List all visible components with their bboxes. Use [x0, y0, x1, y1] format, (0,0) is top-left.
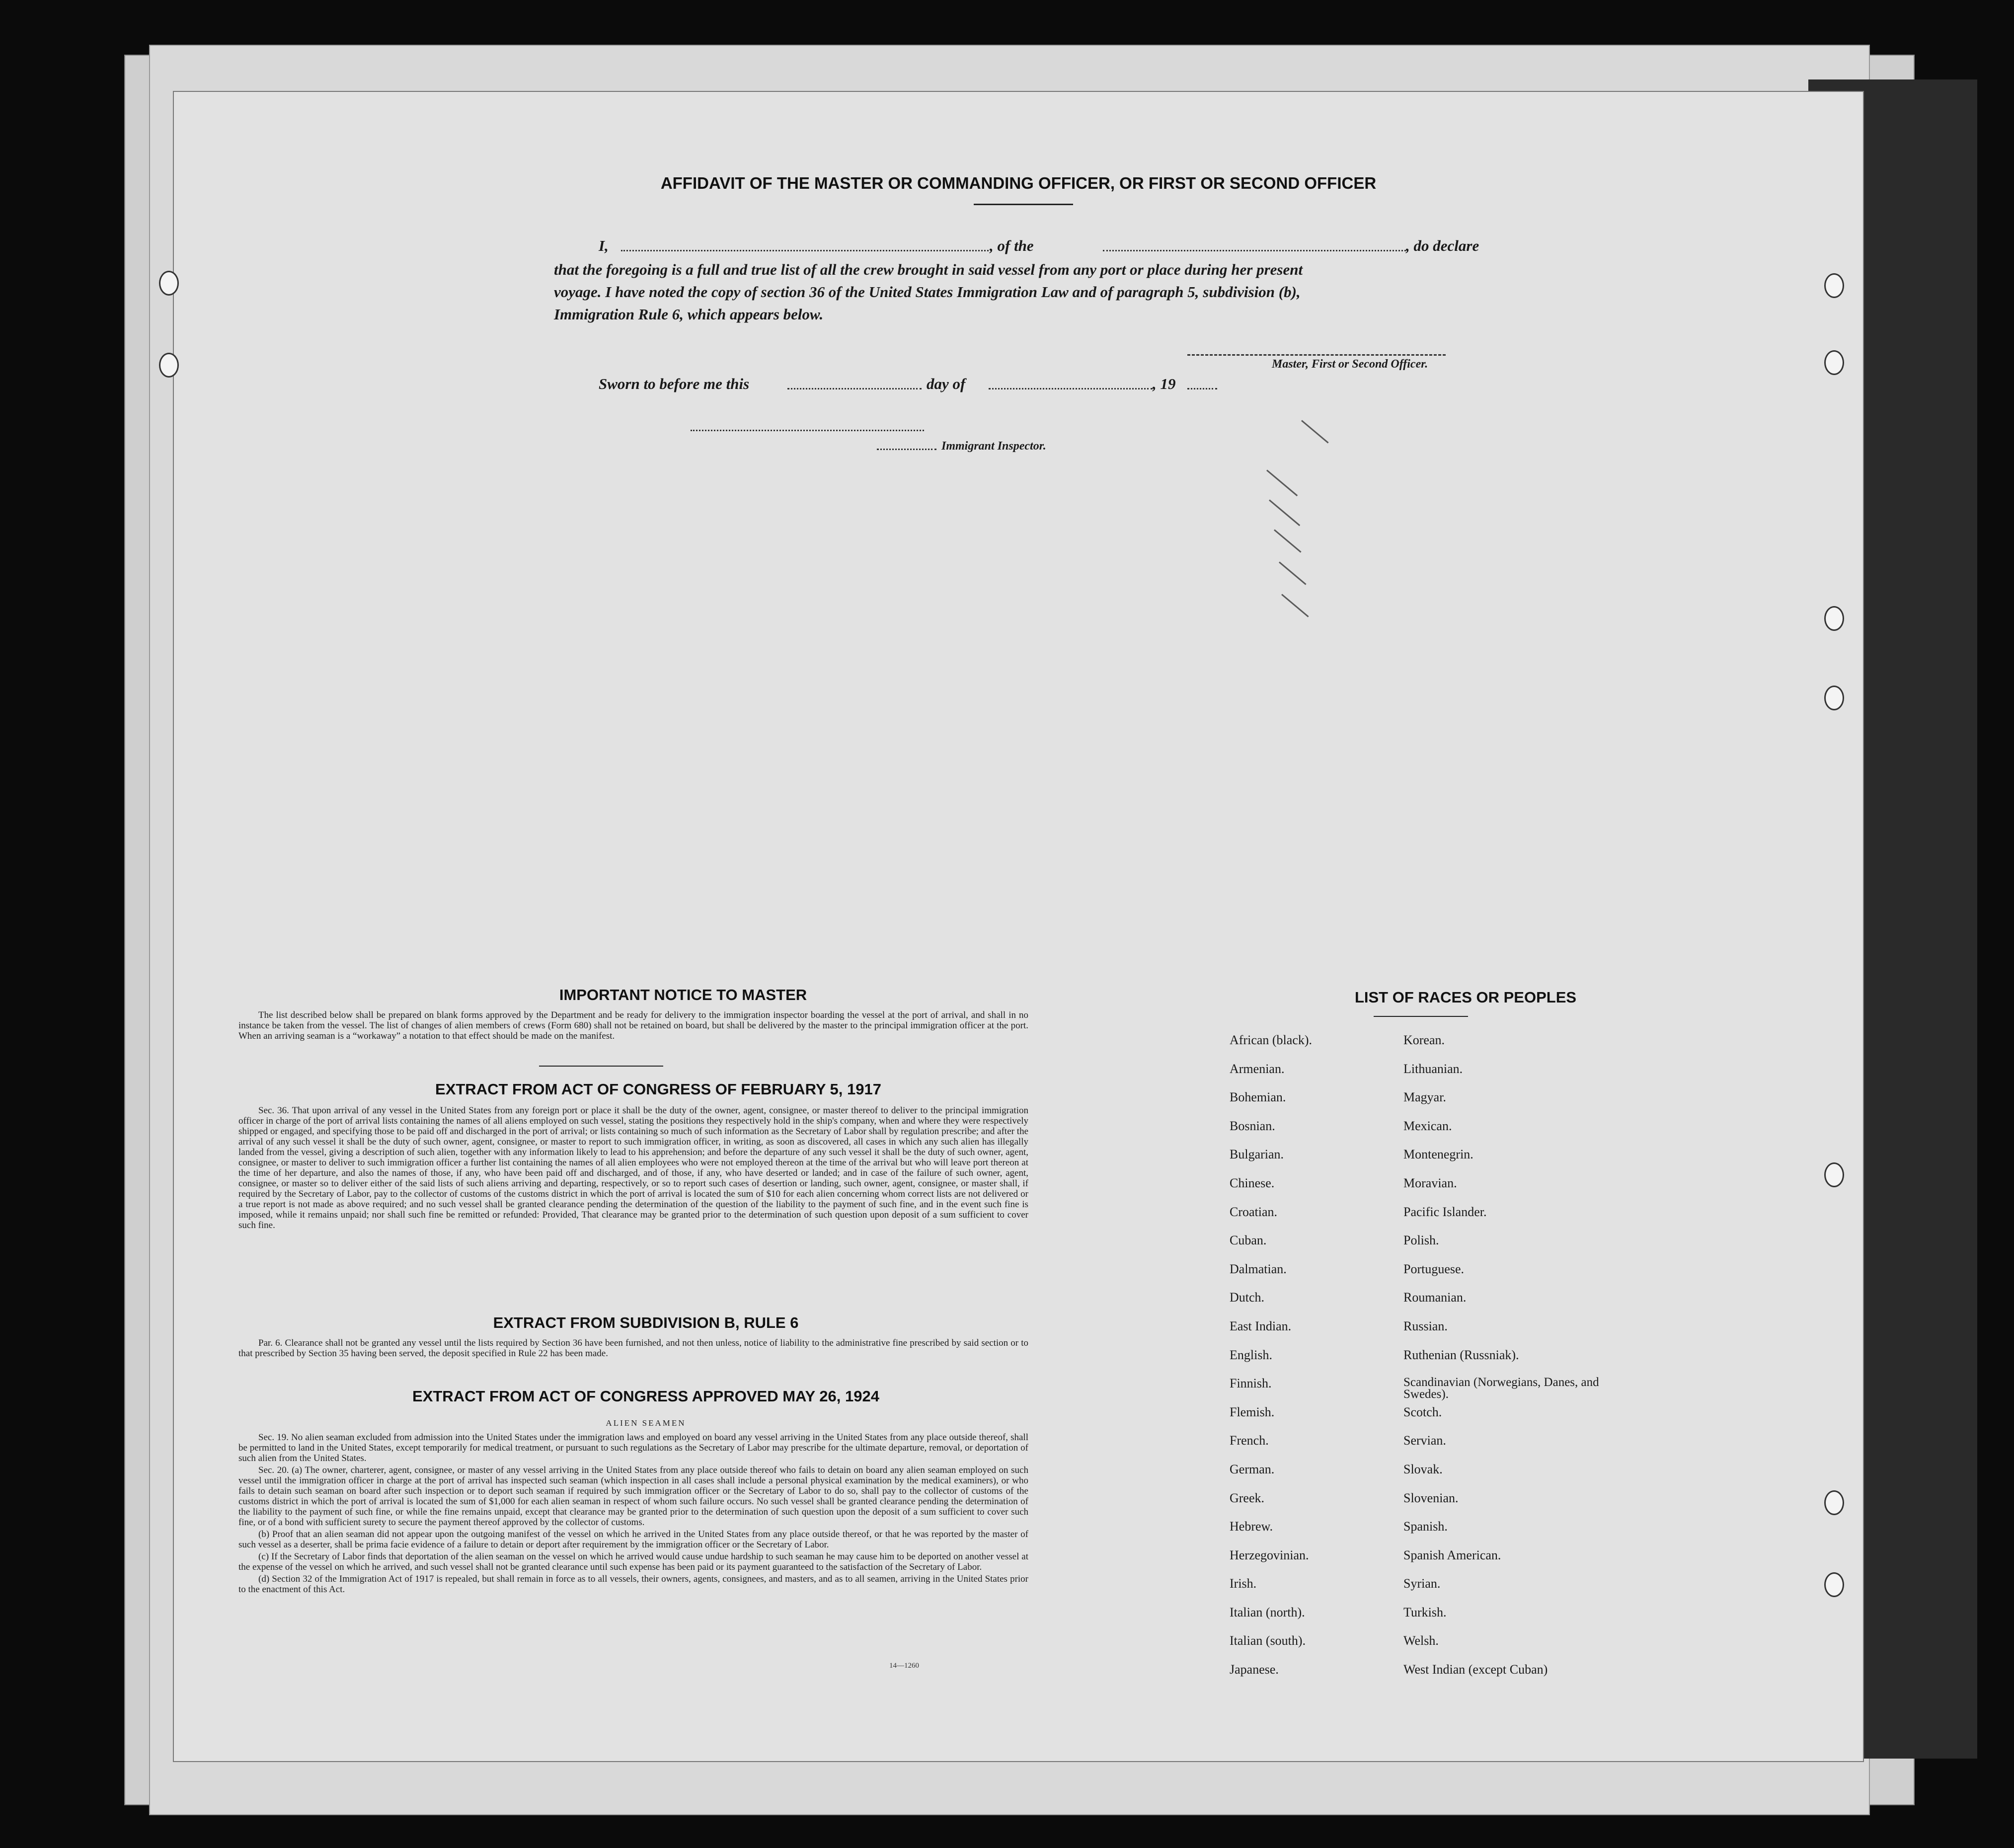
- sworn-year: , 19: [1153, 375, 1176, 392]
- race-item: East Indian.: [1230, 1318, 1292, 1333]
- races-title: LIST OF RACES OR PEOPLES: [1354, 989, 1577, 1006]
- punch-hole: [1824, 606, 1844, 631]
- race-item: Japanese.: [1230, 1662, 1279, 1677]
- affidavit-line-3: voyage. I have noted the copy of section 36 of the United States Immigration Law and of paragraph 5, subdivision (b),: [554, 283, 1301, 301]
- pencil-mark: [1279, 561, 1307, 585]
- race-item: Polish.: [1403, 1233, 1439, 1248]
- punch-hole: [1824, 1490, 1844, 1515]
- extract-1924-paragraph: Sec. 20. (a) The owner, charterer, agent, consignee, or master of any vessel arriving in the United States from any place outside thereof who fails to detain on board any alien seaman employed on such vessel until the immigration officer in charge at the port of arrival has inspected such seaman (which inspection in all cases shall include a personal physical examination by the medical examiners), or who fails to detain such seaman on board after such inspection or to deport such seaman if required by such immigration officer or the Secretary of Labor to do so, shall pay to the collector of customs of the customs district in which the port of arrival is located the sum of $1,000 for each alien seaman in respect of whom such failure occurs. No such vessel shall be granted clearance pending the determination of the liability to the payment of such fine, or while the fine remains unpaid, except that clearance may be granted prior to the determination of such question upon the deposit of a sum sufficient to cover such fine, or of a bond with sufficient surety to secure the payment thereof approved by the collector of customs.: [238, 1465, 1028, 1528]
- affidavit-line-4: Immigration Rule 6, which appears below.: [554, 306, 824, 323]
- race-item: Bosnian.: [1230, 1118, 1275, 1133]
- extract-rule6-body: [238, 1338, 1028, 1360]
- vessel-blank[interactable]: [1103, 250, 1406, 251]
- race-item: Hebrew.: [1230, 1519, 1273, 1534]
- extract-1924-body: [238, 1432, 1028, 1596]
- pencil-mark: [1274, 529, 1302, 552]
- race-item: Russian.: [1403, 1318, 1448, 1333]
- alien-seamen-subtitle: ALIEN SEAMEN: [606, 1418, 686, 1428]
- race-item: Spanish.: [1403, 1519, 1448, 1534]
- race-item: Lithuanian.: [1403, 1061, 1463, 1076]
- inspector-short-line: [877, 449, 936, 450]
- race-item: Irish.: [1230, 1576, 1257, 1591]
- punch-hole: [1824, 1162, 1844, 1187]
- race-item: Korean.: [1403, 1033, 1445, 1047]
- race-item: Servian.: [1403, 1433, 1446, 1448]
- race-item: Croatian.: [1230, 1204, 1278, 1219]
- sworn-day-blank[interactable]: [787, 388, 922, 389]
- punch-hole: [159, 271, 179, 296]
- race-item: Bulgarian.: [1230, 1147, 1284, 1162]
- sworn-year-blank[interactable]: [1187, 388, 1217, 389]
- extract-1924-paragraph: (c) If the Secretary of Labor finds that deportation of the alien seaman on the vessel on which he arrived would cause undue hardship to such seaman he may cause him to be deported on another vessel at the expense of the vessel on which he arrived, and such vessel shall not be granted clearance until such expense has been paid or its payment guaranteed to the satisfaction of the Secretary of Labor.: [238, 1551, 1028, 1572]
- pencil-mark: [1269, 499, 1300, 526]
- race-item: Dalmatian.: [1230, 1261, 1287, 1276]
- races-title-rule: [1374, 1016, 1468, 1017]
- race-item: Chinese.: [1230, 1175, 1275, 1190]
- punch-hole: [159, 353, 179, 378]
- punch-hole: [1824, 1572, 1844, 1597]
- notice-body: [238, 1010, 1028, 1043]
- extract-rule6-paragraph: Par. 6. Clearance shall not be granted any vessel until the lists required by Section 36 have been furnished, and not then unless, notice of liability to the administrative fine prescribed by said section or to that prescribed by Section 35 having been served, the deposit specified in Rule 22 has been made.: [238, 1338, 1028, 1359]
- punch-hole: [1824, 273, 1844, 298]
- affidavit-title: AFFIDAVIT OF THE MASTER OR COMMANDING OFFICER, OR FIRST OR SECOND OFFICER: [660, 174, 1377, 192]
- affidavit-title-rule: [974, 204, 1073, 205]
- race-item: Portuguese.: [1403, 1261, 1465, 1276]
- sworn-prefix: Sworn to before me this: [599, 375, 750, 392]
- race-item: West Indian (except Cuban): [1403, 1662, 1548, 1677]
- race-item: Scandinavian (Norwegians, Danes, and Swedes).: [1403, 1376, 1599, 1401]
- affidavit-line-2: that the foregoing is a full and true list of all the crew brought in said vessel from any port or place during her present: [554, 261, 1303, 278]
- affidavit-declare: , do declare: [1406, 237, 1479, 254]
- race-item: Armenian.: [1230, 1061, 1285, 1076]
- races-left-column: [1230, 1033, 1428, 1692]
- race-item: Magyar.: [1403, 1090, 1446, 1105]
- affidavit-i: I,: [599, 237, 609, 254]
- punch-hole: [1824, 686, 1844, 710]
- race-item: African (black).: [1230, 1033, 1313, 1047]
- extract-1917-paragraph: Sec. 36. That upon arrival of any vessel in the United States from any foreign port or place it shall be the duty of the owner, agent, consignee, or master thereof to deliver to the principal immigration officer in charge of the port of arrival lists containing the names of all aliens employed on such vessel, stating the positions they respectively hold in the ship's company, when and where they were respectively shipped or engaged, and specifying those to be paid off and discharged in the port of arrival; or lists containing so much of such information as the Secretary of Labor shall by regulation prescribe; and after the arrival of any such vessel it shall be the duty of such owner, agent, consignee, or master to report to such immigration officer, in writing, as soon as discovered, all cases in which any such alien has illegally landed from the vessel, giving a description of such alien, together with any information likely to lead to his apprehension; and before the departure of any such vessel it shall be the duty of such owner, agent, consignee, or master to deliver to such immigration officer a further list containing the names of all alien employees who were not employed thereon at the time of the arrival but who will leave port thereon at the time of her departure, and also the names of those, if any, who have been paid off and discharged, and of those, if any, who have deserted or landed; and in case of the failure of such owner, agent, consignee, or master so to deliver either of the said lists of such aliens arriving and departing, respectively, or so to report such cases of desertion or landing, such owner, agent, consignee, or master shall, if required by the Secretary of Labor, pay to the collector of customs of the customs district in which the port of arrival is located the sum of $10 for each alien concerning whom correct lists are not delivered or a true report is not made as above required; and no such vessel shall be granted clearance pending the determination of the question of the liability to the payment of such fine, and in the event such fine is imposed, while it remains unpaid; nor shall such fine be remitted or refunded: Provided, That clearance may be granted prior to the determination of such question upon deposit of a sum sufficient to cover such fine.: [238, 1105, 1028, 1231]
- extract-1924-paragraph: Sec. 19. No alien seaman excluded from admission into the United States under the immigration laws and employed on board any vessel arriving in the United States from any place outside thereof, shall be permitted to land in the United States, except temporarily for medical treatment, or pursuant to such regulations as the Secretary of Labor may prescribe for the ultimate departure, removal, or deportation of such alien from the United States.: [238, 1432, 1028, 1463]
- inspector-signature-line[interactable]: [691, 430, 924, 431]
- notice-paragraph: The list described below shall be prepared on blank forms approved by the Department and be ready for delivery to the immigration inspector boarding the vessel at the port of arrival, and shall in no instance be taken from the vessel. The list of changes of alien members of crews (Form 680) shall not be retained on board, but shall be delivered by the master to the principal immigration officer at the port. When an arriving seaman is a “workaway” a notation to that effect should be made on the manifest.: [238, 1010, 1028, 1041]
- manifest-page: [174, 92, 1863, 1761]
- form-number: 14—1260: [889, 1662, 919, 1670]
- race-item: Turkish.: [1403, 1605, 1447, 1619]
- extract-1917-title: EXTRACT FROM ACT OF CONGRESS OF FEBRUARY 5, 1917: [435, 1080, 881, 1098]
- race-item: German.: [1230, 1462, 1275, 1476]
- race-item: Mexican.: [1403, 1118, 1452, 1133]
- extract-rule6-title: EXTRACT FROM SUBDIVISION B, RULE 6: [493, 1314, 799, 1331]
- race-item: Herzegovinian.: [1230, 1547, 1309, 1562]
- pencil-mark: [1281, 594, 1309, 617]
- race-item: Welsh.: [1403, 1633, 1439, 1648]
- master-signature-label: Master, First or Second Officer.: [1272, 358, 1428, 371]
- race-item: Syrian.: [1403, 1576, 1441, 1591]
- extract-1924-paragraph: (b) Proof that an alien seaman did not appear upon the outgoing manifest of the vessel on which he arrived in the United States from any place outside thereof, or that he was reported by the master of such vessel as a deserter, shall be prima facie evidence of a failure to detain or deport after requirement by the immigration officer or the Secretary of Labor.: [238, 1529, 1028, 1550]
- race-item: Roumanian.: [1403, 1290, 1467, 1305]
- race-item: Slovak.: [1403, 1462, 1443, 1476]
- races-right-column: [1403, 1033, 1622, 1692]
- notice-rule: [539, 1066, 663, 1067]
- race-item: English.: [1230, 1347, 1272, 1362]
- punch-hole: [1824, 350, 1844, 375]
- race-item: Bohemian.: [1230, 1090, 1286, 1105]
- pencil-mark: [1301, 420, 1329, 443]
- race-item: Italian (south).: [1230, 1633, 1306, 1648]
- extract-1924-title: EXTRACT FROM ACT OF CONGRESS APPROVED MAY 26, 1924: [412, 1387, 879, 1405]
- extract-1924-paragraph: (d) Section 32 of the Immigration Act of 1917 is repealed, but shall remain in force as to all vessels, their owners, agents, consignees, and masters, and as to all seamen, arriving in the United States prior to the enactment of this Act.: [238, 1574, 1028, 1595]
- affidavit-of-the: , of the: [990, 237, 1034, 254]
- race-item: Pacific Islander.: [1403, 1204, 1487, 1219]
- pencil-mark: [1266, 469, 1298, 496]
- race-item: Spanish American.: [1403, 1547, 1501, 1562]
- race-item: Moravian.: [1403, 1175, 1457, 1190]
- sworn-day-of: day of: [927, 375, 966, 392]
- name-blank[interactable]: [621, 250, 989, 251]
- extract-1917-body: [238, 1105, 1028, 1232]
- notice-title: IMPORTANT NOTICE TO MASTER: [559, 986, 807, 1003]
- race-item: Montenegrin.: [1403, 1147, 1473, 1162]
- race-item: Italian (north).: [1230, 1605, 1305, 1619]
- race-item: Slovenian.: [1403, 1490, 1459, 1505]
- race-item: Finnish.: [1230, 1376, 1272, 1391]
- sworn-month-blank[interactable]: [989, 388, 1153, 389]
- master-signature-line[interactable]: [1187, 354, 1446, 356]
- race-item: French.: [1230, 1433, 1269, 1448]
- race-item: Greek.: [1230, 1490, 1265, 1505]
- inspector-label: Immigrant Inspector.: [941, 440, 1046, 453]
- race-item: Cuban.: [1230, 1233, 1267, 1248]
- race-item: Flemish.: [1230, 1404, 1275, 1419]
- race-item: Scotch.: [1403, 1404, 1442, 1419]
- race-item: Ruthenian (Russniak).: [1403, 1347, 1519, 1362]
- race-item: Dutch.: [1230, 1290, 1265, 1305]
